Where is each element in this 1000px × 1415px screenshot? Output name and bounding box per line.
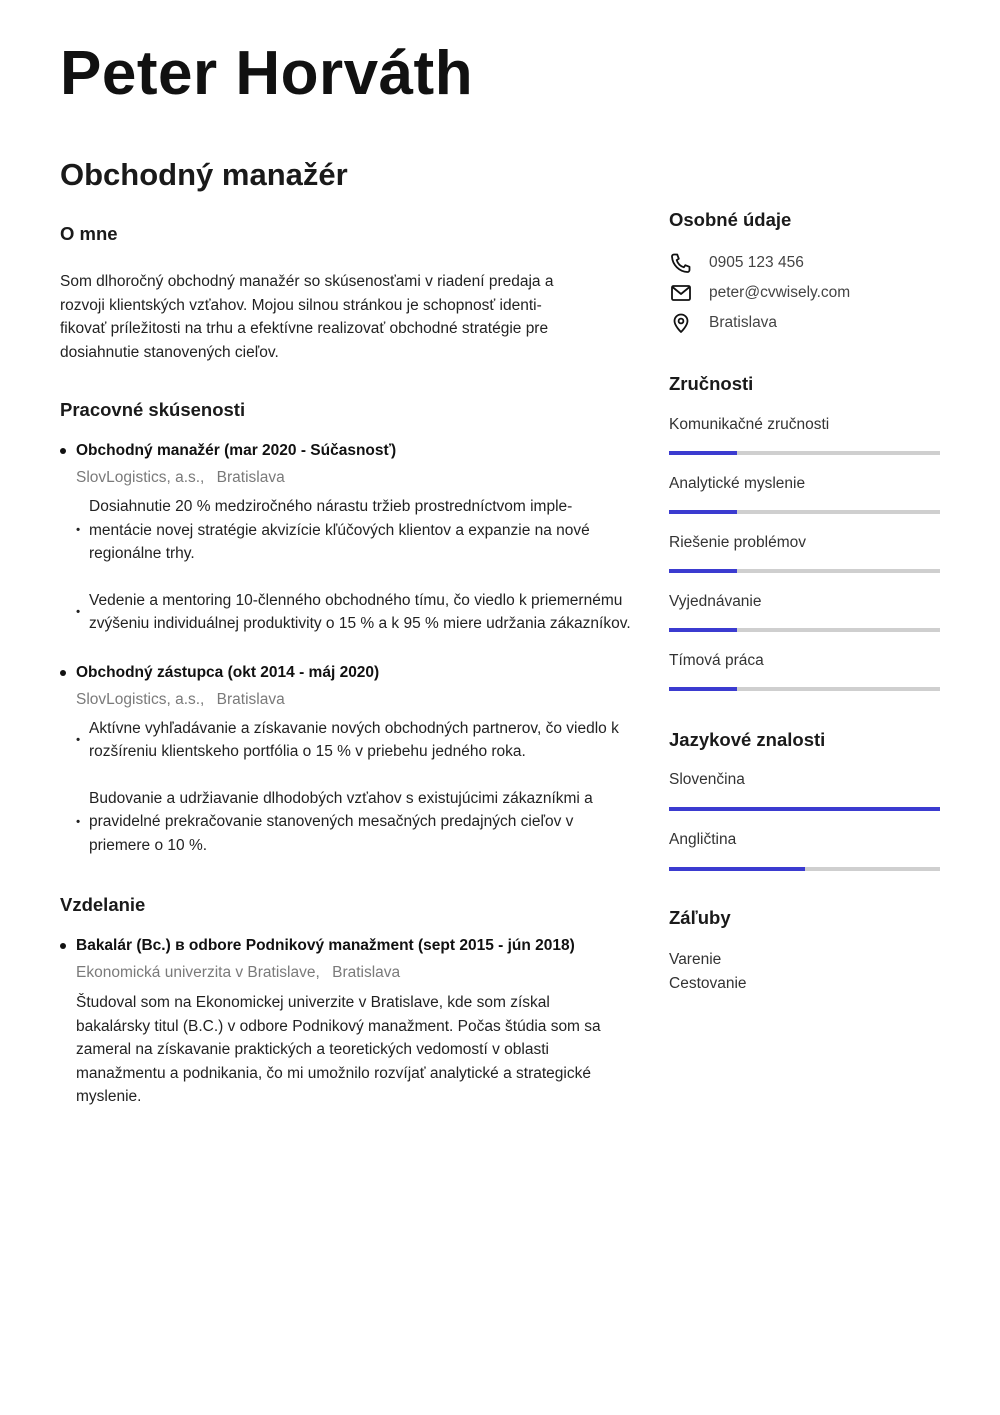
education-location: Bratislava — [332, 964, 401, 982]
education-school: Ekonomická univerzita v Bratislave, — [76, 964, 320, 982]
skill-level-fill — [669, 807, 940, 811]
languages-section — [669, 728, 941, 871]
phone-icon — [669, 252, 695, 274]
skill-level-bar — [669, 867, 940, 871]
skill-label: Analytické myslenie — [669, 475, 806, 493]
skills-list — [669, 415, 941, 691]
skill-level-bar — [669, 510, 940, 514]
candidate-name: Peter Horváth — [60, 39, 474, 108]
bullet-dot — [60, 670, 66, 676]
contact-list — [669, 248, 941, 338]
hobbies-heading: Záľuby — [669, 907, 731, 929]
skill-level-bar — [669, 628, 940, 632]
skills-heading: Zručnosti — [669, 373, 754, 395]
experience-bullet: • Aktívne vyhľadávanie a získavanie nových obchodných partnerov, čo viedlo k rozšíreniu klientskeho portfólia o 15 % v priebehu jedného roka. — [76, 717, 635, 764]
bullet-dot — [60, 448, 66, 454]
experience-entry-title: Obchodný zástupca (okt 2014 - máj 2020) — [76, 663, 380, 681]
location-text: Bratislava — [709, 314, 778, 332]
languages-list — [669, 770, 941, 871]
skill-label: Vyjednávanie — [669, 593, 762, 611]
experience-section — [60, 398, 635, 857]
experience-entry-header — [60, 664, 635, 682]
experience-bullet: • Budovanie a udržiavanie dlhodobých vzťahov s existujúcimi zákazníkmi a pravidelné prekračovanie stanovených mesačných predajných cieľov v priemere o 10 %. — [76, 787, 635, 858]
skill-level-fill — [669, 569, 737, 573]
hobby-item: Cestovanie — [669, 975, 747, 993]
skill-item — [669, 651, 941, 691]
skill-label: Riešenie problémov — [669, 534, 806, 552]
about-heading: O mne — [60, 223, 118, 244]
experience-entry — [60, 442, 635, 636]
skill-level-fill — [669, 687, 737, 691]
education-entry-header — [60, 937, 635, 955]
personal-heading: Osobné údaje — [669, 209, 792, 230]
skill-item — [669, 415, 941, 455]
mail-icon — [669, 282, 695, 304]
contact-phone — [669, 248, 941, 278]
hobbies-list — [669, 948, 941, 996]
contact-email — [669, 278, 941, 308]
skill-item — [669, 592, 941, 632]
hobbies-section — [669, 906, 941, 996]
skill-item — [669, 770, 941, 811]
experience-entry-location: Bratislava — [216, 469, 285, 487]
experience-entry-company: SlovLogistics, a.s., — [76, 469, 205, 487]
skill-label: Komunikačné zručnosti — [669, 416, 830, 434]
phone-number: 0905 123 456 — [709, 254, 804, 272]
main-column — [60, 222, 635, 1109]
skill-item — [669, 474, 941, 514]
experience-entry-bullets — [76, 495, 635, 636]
experience-bullet: • Vedenie a mentoring 10-členného obchodného tímu, čo viedlo k priemernému zvýšeniu individuálnej produktivity o 15 % a k 95 % miere udržania zákazníkov. — [76, 589, 635, 636]
skill-label: Slovenčina — [669, 771, 745, 789]
education-entry-title: Bakalár (Bc.) в odbore Podnikový manažment (sept 2015 - jún 2018) — [76, 937, 575, 955]
job-title: Obchodný manažér — [60, 157, 348, 192]
skill-level-bar — [669, 569, 940, 573]
location-pin-icon — [669, 312, 695, 334]
personal-section — [669, 208, 941, 338]
experience-heading: Pracovné skúsenosti — [60, 399, 246, 421]
education-heading: Vzdelanie — [60, 894, 146, 916]
experience-entry-header — [60, 442, 635, 460]
email-address: peter@cvwisely.com — [709, 284, 851, 302]
experience-entry-company-line — [76, 691, 635, 709]
experience-entry-company-line — [76, 469, 635, 487]
skill-level-fill — [669, 628, 737, 632]
about-section — [60, 222, 635, 364]
education-section — [60, 893, 635, 1109]
skill-label: Angličtina — [669, 831, 737, 849]
experience-bullet: • Dosiahnutie 20 % medziročného nárastu tržieb prostredníctvom imple- mentácie novej stratégie akvizície kľúčových klientov a expanzie na nové regionálne trhy. — [76, 495, 635, 566]
hobby-item: Varenie — [669, 951, 722, 969]
education-entry-school-line — [76, 964, 635, 982]
skill-level-fill — [669, 510, 737, 514]
experience-entry-bullets — [76, 717, 635, 858]
experience-entry-company: SlovLogistics, a.s., — [76, 690, 205, 708]
experience-entry-title: Obchodný manažér (mar 2020 - Súčasnosť) — [76, 442, 397, 460]
skill-item — [669, 830, 941, 871]
skill-level-fill — [669, 867, 805, 871]
skill-item — [669, 533, 941, 573]
about-text: Som dlhoročný obchodný manažér so skúsenosťami v riadení predaja a rozvoji klientských vzťahov. Mojou silnou stránkou je schopnosť identi- fikovať príležitosti na trhu a efektívne realizovať obchodné stratégie pre dosiahnutie stanovených cieľov. — [60, 273, 554, 361]
skills-section — [669, 372, 941, 691]
education-entry — [60, 937, 635, 1109]
side-column — [669, 208, 941, 996]
skill-level-bar — [669, 687, 940, 691]
skill-level-bar — [669, 451, 940, 455]
experience-entry-location: Bratislava — [216, 690, 285, 708]
skill-label: Tímová práca — [669, 652, 764, 670]
contact-location — [669, 308, 941, 338]
education-description: Študoval som na Ekonomickej univerzite v Bratislave, kde som získal bakalársky titul (B.C.) v odbore Podnikový manažment. Počas štúdia som sa zameral na získavanie praktických a teoretických vedomostí v oblasti manažmentu a podnikania, čo mi umožnilo rozvíjať analytické a strategické myslenie. — [76, 994, 601, 1106]
experience-entry — [60, 664, 635, 858]
skill-level-bar — [669, 807, 940, 811]
languages-heading: Jazykové znalosti — [669, 729, 826, 751]
skill-level-fill — [669, 451, 737, 455]
bullet-dot — [60, 943, 66, 949]
